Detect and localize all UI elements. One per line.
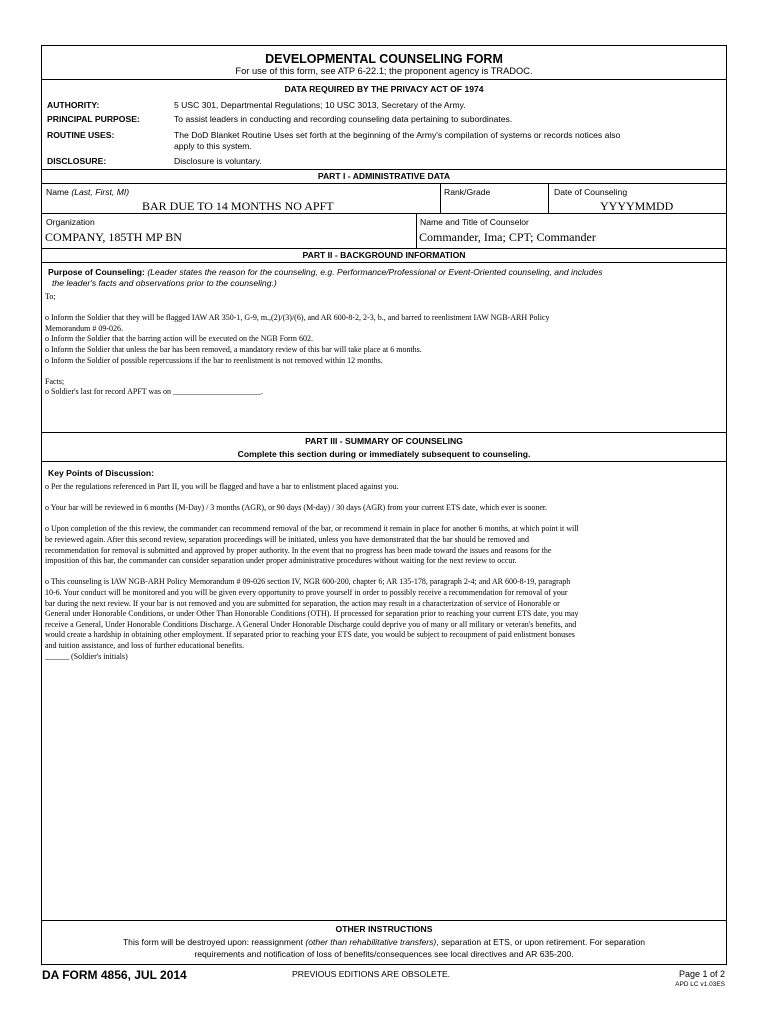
counselor-name-field[interactable]: Commander, Ima; CPT; Commander [419, 230, 596, 244]
other-instructions-line-2: requirements and notification of loss of benefits/consequences see local directives and AR 635-200. [194, 949, 574, 959]
organization-label: Organization [46, 217, 95, 227]
organization-field[interactable]: COMPANY, 185TH MP BN [45, 230, 182, 244]
key-points-text[interactable] [45, 482, 720, 662]
purpose-line: Facts; [45, 376, 65, 386]
routine-uses-label: ROUTINE USES: [47, 130, 115, 140]
divider [42, 248, 726, 249]
key-point-line: o Upon completion of the this review, the commander can recommend removal of the bar, or recommend it remain in place for another 6 months, at which point it will [45, 524, 579, 534]
disclosure-text: Disclosure is voluntary. [174, 156, 262, 166]
purpose-of-counseling-label: Purpose of Counseling: [48, 267, 145, 277]
other-instructions-line-1: This form will be destroyed upon: reassignment (other than rehabilitative transfers), separation at ETS, or upon retirement. For separation [122, 937, 646, 947]
purpose-hint-line-1: (Leader states the reason for the counseling, e.g. Performance/Professional or Event-Oriented counseling, and includes [147, 267, 603, 277]
disclosure-label: DISCLOSURE: [47, 156, 107, 166]
name-hint: (Last, First, MI) [71, 187, 130, 197]
divider [42, 920, 726, 921]
purpose-of-counseling-label-row [48, 268, 603, 277]
previous-editions-note: PREVIOUS EDITIONS ARE OBSOLETE. [292, 969, 451, 979]
routine-uses-text-1: The DoD Blanket Routine Uses set forth at the beginning of the Army's compilation of systems or records notices also [174, 130, 621, 140]
version-label: APD LC v1.03ES [675, 981, 725, 988]
key-point-line: recommendation for removal is submitted and approved by proper authority. In the event that no progress has been made toward the issues and reasons for the [45, 545, 552, 555]
key-point-line: would create a hardship in obtaining other employment. If separated prior to reaching your ETS date, you would be subject to recoupment of paid enlistment bonuses [45, 630, 575, 640]
divider [42, 213, 726, 214]
divider [42, 79, 726, 80]
principal-purpose-text: To assist leaders in conducting and recording counseling data pertaining to subordinates. [174, 114, 513, 124]
purpose-line: o Soldier's last for record APFT was on ______________________. [45, 387, 263, 397]
form-title: DEVELOPMENTAL COUNSELING FORM [265, 52, 503, 66]
part3-subheading: Complete this section during or immediately subsequent to counseling. [237, 449, 531, 459]
key-point-line: receive a General, Under Honorable Conditions Discharge. A General Under Honorable Discharge could deprive you of many or all military or veteran's benefits, and [45, 619, 577, 629]
authority-text: 5 USC 301, Departmental Regulations; 10 USC 3013, Secretary of the Army. [174, 100, 466, 110]
form-number: DA FORM 4856, JUL 2014 [42, 968, 187, 982]
name-field[interactable]: BAR DUE TO 14 MONTHS NO APFT [142, 199, 334, 213]
counselor-name-label: Name and Title of Counselor [420, 217, 529, 227]
page-number: Page 1 of 2 [678, 969, 725, 979]
key-point-line: imposition of this bar, the commander can consider separation under proper administrative procedures without waiting for the next review to occur. [45, 556, 517, 566]
purpose-line [45, 366, 715, 377]
routine-uses-text-2: apply to this system. [174, 141, 252, 151]
key-point-line: o This counseling is IAW NGB-ARH Policy Memorandum # 09-026 section IV, NGR 600-200, chapter 6; AR 135-178, paragraph 2-4; and AR 600-8-19, paragraph [45, 577, 571, 587]
divider [42, 169, 726, 170]
privacy-act-heading: DATA REQUIRED BY THE PRIVACY ACT OF 1974 [284, 84, 484, 94]
key-point-line: General under Honorable Conditions, or under Other Than Honorable Conditions (OTH). If processed for separation prior to reaching your current ETS date, you may [45, 609, 579, 619]
purpose-line: Memorandum # 09-026. [45, 323, 123, 333]
purpose-hint-line-2: the leader's facts and observations prior to the counseling.) [52, 278, 277, 288]
divider [42, 262, 726, 263]
divider [42, 461, 726, 462]
part3-heading: PART III - SUMMARY OF COUNSELING [305, 436, 463, 446]
purpose-of-counseling-text[interactable] [45, 292, 715, 398]
key-point-line: bar during the next review. If your bar is not removed and you are submitted for separation, the action may result in a characterization of service of Honorable or [45, 598, 560, 608]
key-point-paragraph: o Your bar will be reviewed in 6 months (M-Day) / 3 months (AGR), or 90 days (M-day) / 30 days (AGR) from your current ETS date, which ever is sooner. [45, 503, 548, 513]
key-points-label: Key Points of Discussion: [48, 468, 155, 478]
purpose-line: o Inform the Soldier of possible repercussions if the bar to reenlistment is not removed within 12 months. [45, 355, 383, 365]
key-point-paragraph: o Per the regulations referenced in Part II, you will be flagged and have a bar to enlistment placed against you. [45, 482, 399, 491]
divider [42, 432, 726, 433]
divider [42, 183, 726, 184]
key-point-line: 10-6. Your conduct will be monitored and you will be given every opportunity to prove yourself in order to possibly receive a recommendation for removal of your [45, 587, 568, 597]
rank-grade-field[interactable] [444, 200, 544, 213]
key-point-line: and tuition assistance, and loss of further educational benefits. [45, 640, 245, 650]
part1-heading: PART I - ADMINISTRATIVE DATA [317, 171, 451, 181]
purpose-line [45, 303, 715, 314]
counseling-form [41, 45, 727, 965]
purpose-line: o Inform the Soldier that unless the bar has been removed, a mandatory review of this bar will take place at 6 months. [45, 344, 422, 354]
name-field-label [46, 188, 129, 197]
purpose-line: To; [45, 292, 56, 301]
name-label: Name [46, 187, 69, 197]
authority-label: AUTHORITY: [47, 100, 100, 110]
rank-grade-label: Rank/Grade [444, 187, 491, 197]
other-instructions-heading: OTHER INSTRUCTIONS [335, 924, 433, 934]
key-point-line: be reviewed again. After this second review, separation proceedings will be initiated, unless you have demonstrated that the bar should be removed and [45, 534, 529, 544]
soldier-initials-line: ______ (Soldier's initials) [45, 651, 128, 661]
form-subtitle: For use of this form, see ATP 6-22.1; the proponent agency is TRADOC. [235, 66, 533, 76]
principal-purpose-label: PRINCIPAL PURPOSE: [47, 114, 140, 124]
date-of-counseling-field[interactable]: YYYYMMDD [600, 199, 674, 213]
part2-heading: PART II - BACKGROUND INFORMATION [302, 250, 466, 260]
date-of-counseling-label: Date of Counseling [554, 187, 628, 197]
purpose-line: o Inform the Soldier that the barring action will be executed on the NGB Form 602. [45, 334, 313, 344]
purpose-line: o Inform the Soldier that they will be flagged IAW AR 350-1, G-9, m.,(2)/(3)/(6), and AR 600-8-2, 2-3, b., and barred to reenlistment IAW NGB-ARH Policy [45, 313, 550, 323]
